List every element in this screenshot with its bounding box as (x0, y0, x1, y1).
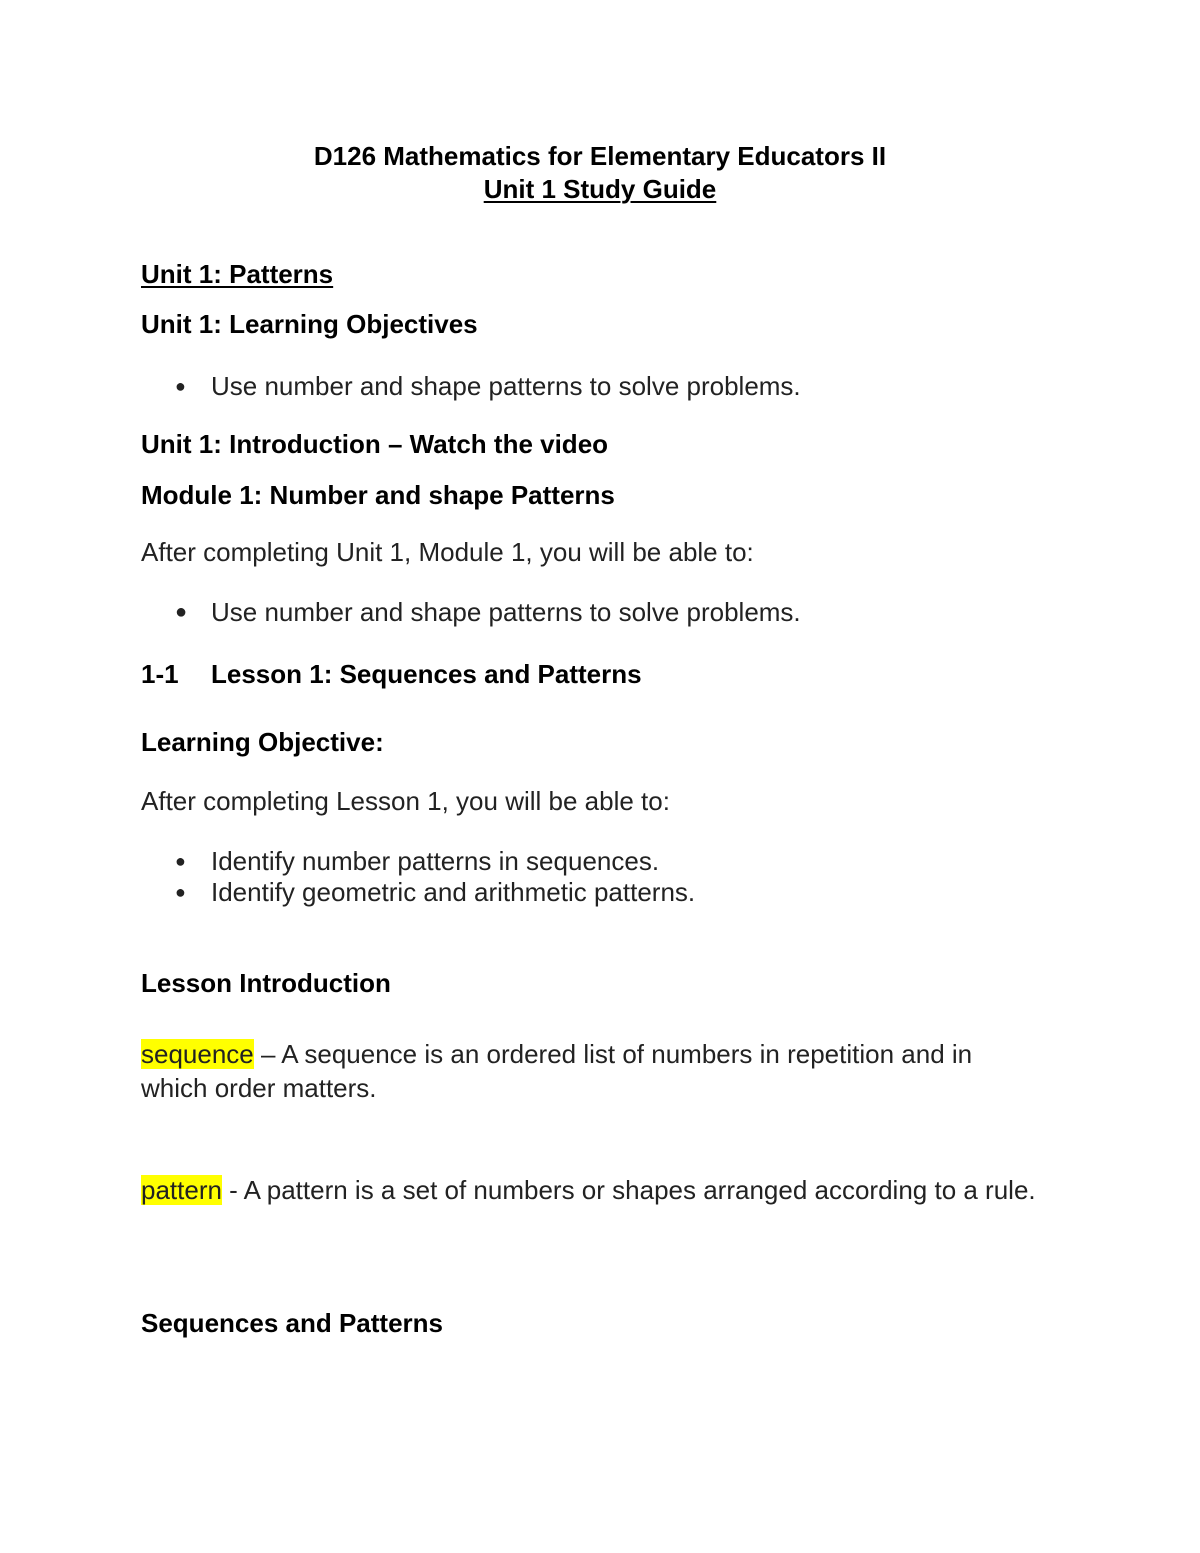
definition-sequence (141, 1037, 1041, 1105)
lesson-objective-text: Identify geometric and arithmetic patterns. (211, 877, 696, 907)
definition-separator: – (253, 1039, 282, 1069)
lesson-lead: After completing Lesson 1, you will be able to: (141, 786, 670, 816)
definition-term: sequence (141, 1039, 254, 1069)
bullet-icon: ● (175, 376, 186, 396)
lesson-objective-text: Identify number patterns in sequences. (211, 846, 660, 876)
bullet-icon: ● (175, 601, 188, 623)
lesson-heading-row (141, 660, 642, 690)
unit-objective-text: Use number and shape patterns to solve problems. (211, 371, 801, 401)
definition-separator: - (221, 1175, 244, 1205)
module-objective-item (175, 597, 801, 628)
unit-objective-item (175, 371, 801, 402)
unit-heading-row (141, 260, 333, 290)
module-lead: After completing Unit 1, Module 1, you will be able to: (141, 537, 754, 567)
definition-text: A sequence is an ordered list of numbers in repetition and in which order matters. (141, 1039, 973, 1103)
lesson-objective-heading: Learning Objective: (141, 727, 384, 757)
bullet-icon: ● (175, 882, 186, 902)
definition-term: pattern (141, 1175, 222, 1205)
guide-title: Unit 1 Study Guide (483, 174, 717, 204)
bullet-icon: ● (175, 851, 186, 871)
lesson-number: 1-1 (141, 659, 179, 689)
lesson-objective-item (175, 846, 659, 877)
definition-text: A pattern is a set of numbers or shapes arranged according to a rule. (243, 1175, 1036, 1205)
course-title: D126 Mathematics for Elementary Educators II (313, 141, 887, 171)
guide-title-row (0, 175, 1200, 205)
lesson-intro-heading: Lesson Introduction (141, 968, 391, 998)
unit-intro-heading: Unit 1: Introduction – Watch the video (141, 429, 609, 459)
lesson-heading: Lesson 1: Sequences and Patterns (211, 659, 642, 689)
module-objective-text: Use number and shape patterns to solve problems. (211, 597, 801, 627)
definition-pattern (141, 1173, 1041, 1207)
unit-objectives-heading: Unit 1: Learning Objectives (141, 309, 478, 339)
module-heading: Module 1: Number and shape Patterns (141, 480, 615, 510)
lesson-objective-item (175, 877, 695, 908)
unit-heading: Unit 1: Patterns (141, 259, 334, 289)
section-heading: Sequences and Patterns (141, 1308, 443, 1338)
